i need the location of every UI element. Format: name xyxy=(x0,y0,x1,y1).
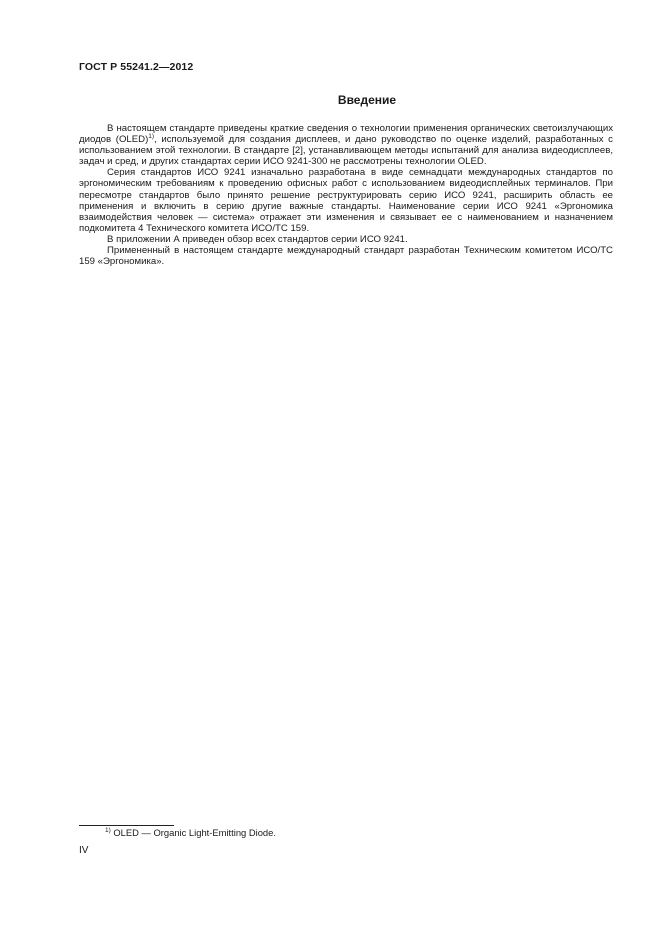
footnote-separator xyxy=(79,825,174,826)
page-number: IV xyxy=(79,845,89,856)
paragraph-2: Серия стандартов ИСО 9241 изначально разработана в виде семнадцати международных стандартов по эргономическим требованиям к проведению офисных работ с использованием видеодисплейных терминалов. При пересмотре стандартов было принято решение реструктурировать серию ИСО 9241, расширить область ее применения и включить в серию другие важные стандарты. Наименование серии ИСО 9241 «Эргономика взаимодействия человек — система» отражает эти изменения и связывает ее с наименованием и назначением подкомитета 4 Технического комитета ИСО/ТС 159. xyxy=(79,167,613,234)
footnote xyxy=(105,827,276,838)
section-title: Введение xyxy=(337,93,397,107)
footnote-reference: 1) xyxy=(148,132,155,140)
paragraph-1-part-1: В настоящем стандарте приведены краткие сведения о технологии применения органических светоизлучающих диодов (OLED) xyxy=(79,123,613,146)
paragraph-1 xyxy=(79,123,613,167)
standard-header: ГОСТ Р 55241.2—2012 xyxy=(79,61,194,73)
paragraph-4: Примененный в настоящем стандарте международный стандарт разработан Техническим комитетом ИСО/ТС 159 «Эргономика». xyxy=(79,245,613,268)
footnote-marker: 1) xyxy=(105,826,111,834)
footnote-text: OLED — Organic Light-Emitting Diode. xyxy=(113,827,276,838)
paragraph-1-part-2: , используемой для создания дисплеев, и дано руководство по оценке изделий, разработанных с использованием этой технологии. В стандарте [2], устанавливающем методы испытаний для анализа видеодисплеев, задач и сред, и других стандартах серии ИСО 9241-300 не рассмотрены технологии OLED. xyxy=(79,134,613,168)
paragraph-3: В приложении А приведен обзор всех стандартов серии ИСО 9241. xyxy=(107,233,408,245)
body-text xyxy=(79,123,613,267)
